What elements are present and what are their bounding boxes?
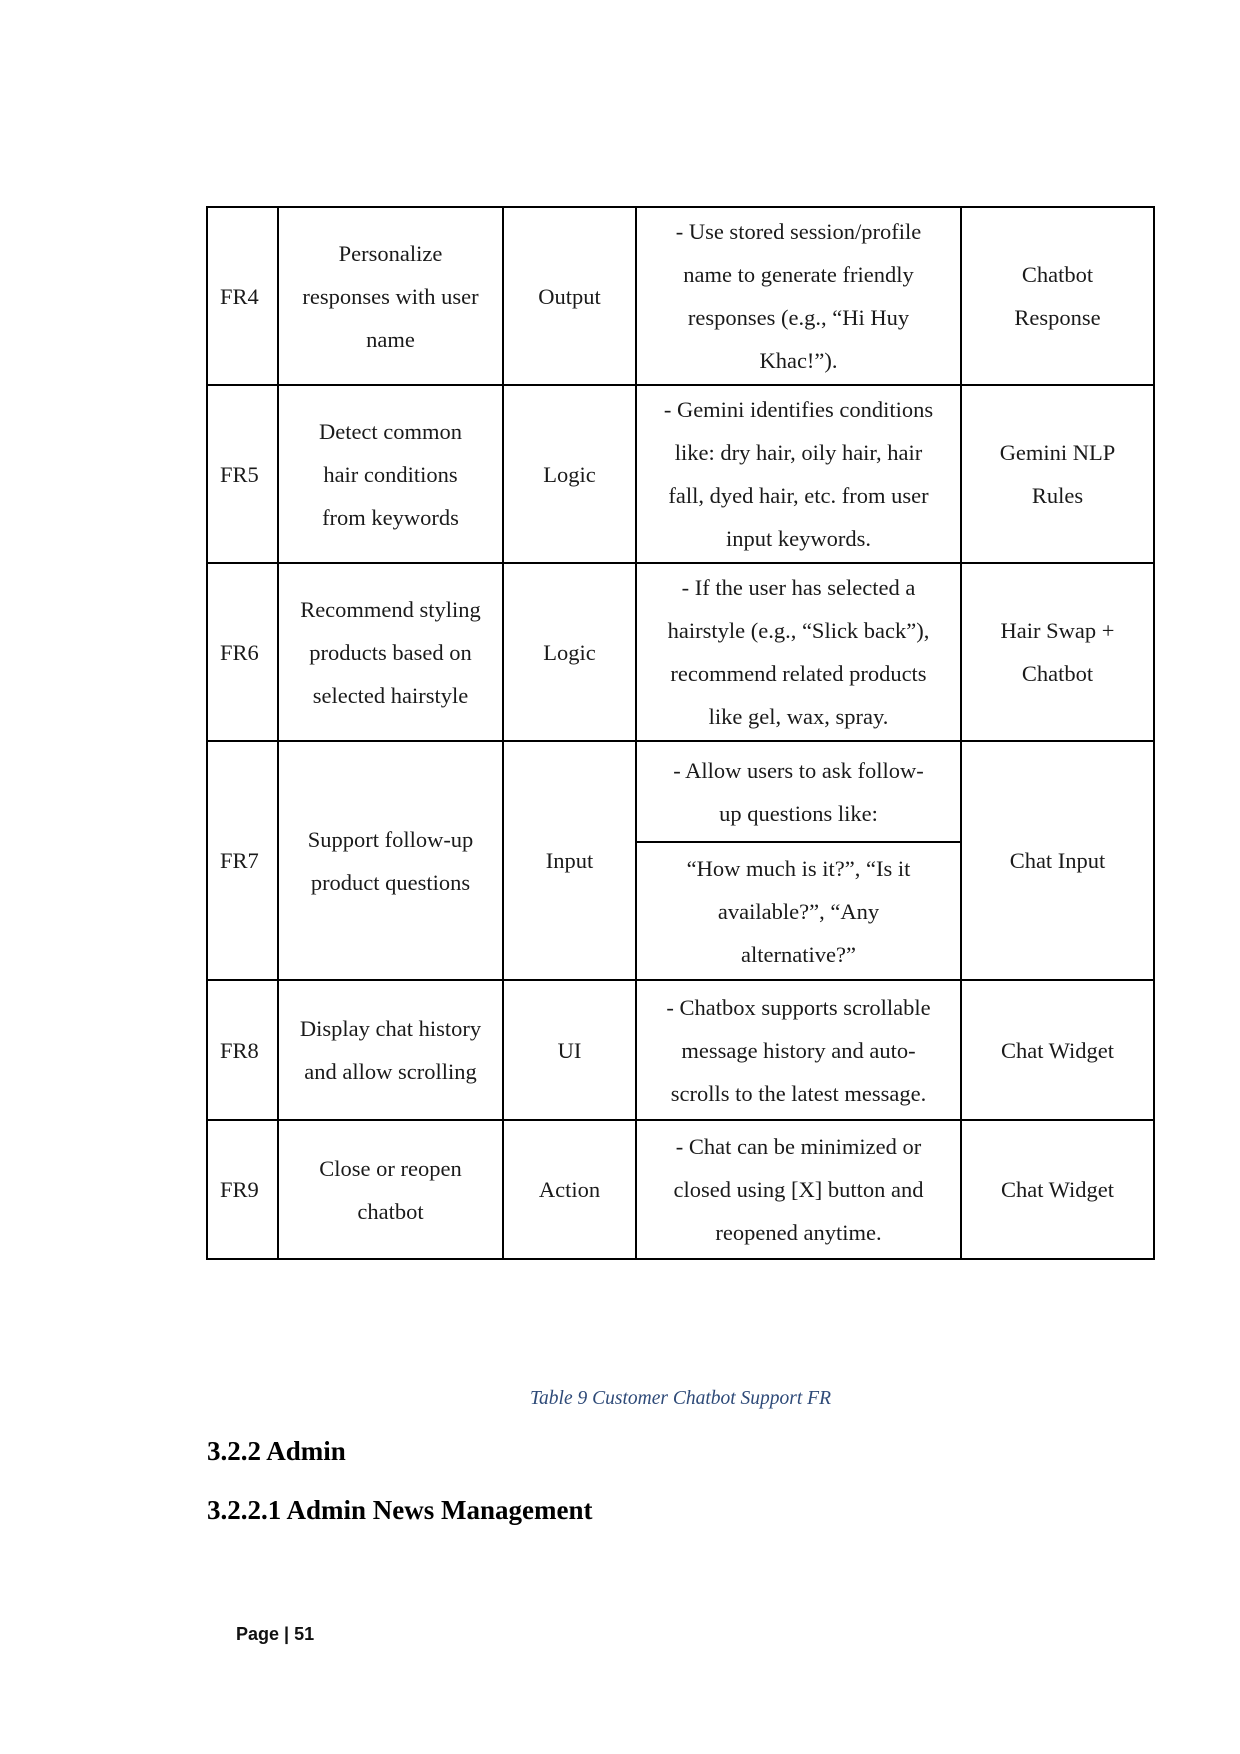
component-cell-line: Chatbot [1021, 262, 1094, 287]
requirement-description-cell-line: like: dry hair, oily hair, hair [674, 440, 923, 465]
requirement-type-cell: Logic [503, 563, 636, 741]
component-cell [961, 563, 1154, 741]
requirement-description-cell [636, 980, 961, 1120]
page-label: Page [236, 1624, 280, 1644]
requirement-description-cell-line: responses (e.g., “Hi Huy [687, 305, 910, 330]
requirement-description-cell-line: message history and auto- [681, 1037, 916, 1063]
requirement-description-cell [636, 1120, 961, 1259]
requirement-type-cell: Input [503, 741, 636, 980]
table-row [207, 207, 1154, 385]
requirement-description-cell-line: - Gemini identifies conditions [663, 397, 934, 422]
requirement-description-cell-line: - Allow users to ask follow- [673, 757, 924, 783]
requirement-description-cell-line: reopened anytime. [715, 1220, 882, 1245]
requirement-description-cell-line: recommend related products [670, 661, 927, 686]
page-number: 51 [294, 1624, 315, 1644]
requirement-description-cell-line: - Chatbox supports scrollable [666, 994, 931, 1020]
requirement-description-cell [636, 207, 961, 385]
requirement-id-cell: FR5 [207, 385, 278, 563]
requirement-name-cell-line: Display chat history [299, 1016, 482, 1041]
subsection-heading: 3.2.2.1 Admin News Management [207, 1495, 593, 1525]
requirement-name-cell-line: chatbot [357, 1198, 424, 1224]
requirement-description-cell-line: fall, dyed hair, etc. from user [668, 483, 929, 508]
requirement-description-examples-cell-line: alternative?” [741, 941, 856, 967]
requirement-description-examples-cell-line: available?”, “Any [717, 898, 880, 924]
requirement-id-cell: FR4 [207, 207, 278, 385]
component-cell-line: Response [1014, 305, 1101, 330]
requirement-type-cell: Output [503, 207, 636, 385]
requirement-description-cell-line: hairstyle (e.g., “Slick back”), [667, 618, 930, 643]
requirement-description-cell [636, 385, 961, 563]
requirement-description-cell-line: closed using [X] button and [673, 1177, 924, 1202]
requirement-name-cell-line: Detect common [318, 418, 463, 444]
requirement-name-cell-line: name [366, 326, 415, 352]
requirement-name-cell-line: hair conditions [323, 461, 458, 487]
requirement-name-cell [278, 741, 503, 980]
requirement-id-cell: FR8 [207, 980, 278, 1120]
component-cell [961, 980, 1154, 1120]
requirement-name-cell-line: Personalize [338, 240, 443, 266]
requirement-name-cell [278, 980, 503, 1120]
requirement-description-cell-line: Khac!”). [759, 348, 838, 373]
requirement-description-cell-line: - Chat can be minimized or [675, 1134, 922, 1159]
requirement-name-cell-line: Close or reopen [319, 1155, 462, 1181]
requirement-name-cell-line: selected hairstyle [312, 682, 469, 708]
component-cell [961, 385, 1154, 563]
component-cell-line: Chatbot [1021, 661, 1094, 686]
functional-requirements-table [206, 206, 1155, 1260]
section-heading: 3.2.2 Admin [207, 1436, 346, 1466]
requirement-name-cell-line: product questions [310, 869, 471, 895]
requirement-name-cell-line: products based on [309, 639, 472, 665]
component-cell-line: Chat Widget [1000, 1037, 1115, 1063]
component-cell-line: Rules [1031, 483, 1084, 508]
requirement-description-cell-line: - Use stored session/profile [675, 219, 922, 244]
requirement-name-cell-line: Support follow-up [307, 826, 474, 852]
component-cell [961, 1120, 1154, 1259]
requirement-name-cell-line: and allow scrolling [304, 1059, 477, 1084]
requirement-type-cell: Logic [503, 385, 636, 563]
table-row [207, 563, 1154, 741]
requirement-description-cell-line: scrolls to the latest message. [670, 1080, 927, 1106]
requirement-description-cell [636, 741, 961, 842]
component-cell [961, 207, 1154, 385]
table-row [207, 980, 1154, 1120]
requirement-type-cell: Action [503, 1120, 636, 1259]
requirement-name-cell [278, 563, 503, 741]
requirement-description-cell [636, 563, 961, 741]
component-cell-line: Chat Widget [1000, 1177, 1115, 1202]
requirement-description-cell-line: name to generate friendly [683, 262, 914, 287]
requirement-id-cell: FR7 [207, 741, 278, 980]
requirement-description-cell-line: up questions like: [719, 800, 878, 826]
requirement-id-cell: FR9 [207, 1120, 278, 1259]
requirement-description-cell-line: - If the user has selected a [681, 575, 916, 600]
requirement-description-examples-cell-line: “How much is it?”, “Is it [686, 855, 911, 881]
requirement-description-examples-cell [636, 842, 961, 980]
table-caption: Table 9 Customer Chatbot Support FR [529, 1388, 831, 1409]
requirement-name-cell-line: responses with user [302, 283, 479, 309]
component-cell [961, 741, 1154, 980]
requirement-description-cell-line: like gel, wax, spray. [708, 704, 889, 729]
component-cell-line: Chat Input [1009, 848, 1106, 873]
table-row [207, 385, 1154, 563]
requirement-name-cell [278, 385, 503, 563]
page-footer [236, 1624, 314, 1645]
requirement-description-cell-line: input keywords. [726, 526, 871, 551]
component-cell-line: Hair Swap + [1000, 618, 1115, 643]
requirement-name-cell [278, 207, 503, 385]
table-row [207, 741, 1154, 842]
table-row [207, 1120, 1154, 1259]
requirement-name-cell-line: from keywords [322, 504, 459, 530]
requirement-name-cell [278, 1120, 503, 1259]
requirement-name-cell-line: Recommend styling [300, 596, 481, 622]
page-separator: | [284, 1624, 290, 1644]
requirement-type-cell: UI [503, 980, 636, 1120]
component-cell-line: Gemini NLP [999, 440, 1116, 465]
requirement-id-cell: FR6 [207, 563, 278, 741]
